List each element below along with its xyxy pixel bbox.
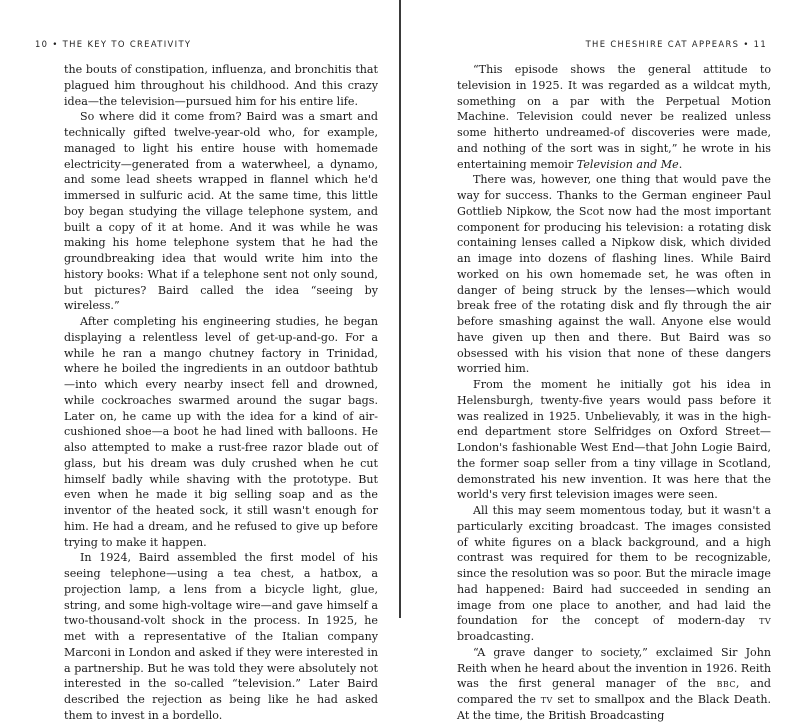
small-caps-abbr: bbc (716, 677, 736, 691)
right-page (401, 0, 800, 722)
left-body-text (64, 62, 378, 724)
left-page (0, 0, 399, 722)
paragraph-text: set to smallpox and the Black Death. At the time, the British Broadcasting (457, 693, 771, 722)
paragraph (457, 62, 771, 172)
book-title: Television and Me (576, 157, 679, 171)
right-body-text (457, 62, 771, 724)
small-caps-abbr: tv (759, 614, 771, 628)
small-caps-abbr: tv (540, 693, 553, 706)
right-running-head: THE CHESHIRE CAT APPEARS • 11 (585, 39, 767, 49)
paragraph: There was, however, one thing that would pave the way for success. Thanks to the German engineer Paul Gottlieb Nipkow, the Scot now had the most important component for producing his television: a rotating disk containing lenses called a Nipkow disk, which divided an image into dozens of flashing lines. While Baird worked on his own homemade set, he was often in danger of being struck by the lenses—which would break free of the rotating disk and fly through the air before smashing against the wall. Anyone else would have given up then and there. But Baird was so obsessed with his vision that none of these dangers worried him. (457, 173, 771, 376)
paragraph-text: All this may seem momentous today, but it wasn't a particularly exciting broadcast. The images consisted of white figures on a black background, and a high contrast was required for them to be recognizable, since the resolution was so poor. But the miracle image had happened: Baird had succeeded in sending an image from one place to another, and had laid the foundation for the concept of modern-day (457, 504, 771, 628)
paragraph: the bouts of constipation, influenza, and bronchitis that plagued him throughout his childhood. And this crazy idea—the television—pursued him for his entire life. (64, 63, 378, 108)
paragraph: So where did it come from? Baird was a smart and technically gifted twelve-year-old who, for example, managed to light his entire house with homemade electricity—generated from a waterwheel, a dynamo, and some lead sheets wrapped in flannel which he'd immersed in sulfuric acid. At the same time, this little boy began studying the village telephone system, and built a copy of it at home. And it was while he was making his home telephone system that he had the groundbreaking idea that would write him into the history books: What if a telephone sent not only sound, but pictures? Baird called the idea “seeing by wireless.” (64, 110, 378, 313)
paragraph: In 1924, Baird assembled the first model of his seeing telephone—using a tea chest, a hatbox, a projection lamp, a lens from a bicycle light, glue, string, and some high-voltage wire—and gave himself a two-thousand-volt shock in the process. In 1925, he met with a representative of the Italian company Marconi in London and asked if they were interested in a partnership. But he was told they were absolutely not interested in the so-called “television.” Later Baird described the rejection as being like he had asked them to invest in a bordello. (64, 551, 378, 722)
paragraph-text: broadcasting. (457, 630, 535, 643)
paragraph-text: . (678, 157, 683, 171)
paragraph (457, 645, 771, 724)
paragraph: After completing his engineering studies, he began displaying a relentless level of get-up-and-go. For a while he ran a mango chutney factory in Trinidad, where he boiled the ingredients in an outdoor bathtub—into which every nearby insect fell and drowned, while cockroaches swarmed around the sugar bags. Later on, he came up with the idea for a kind of air-cushioned shoe—a boot he had lined with balloons. He also attempted to make a rust-free razor blade out of glass, but his dream was duly crushed when he cut himself badly while shaving with the prototype. But even when he made it big selling soap and as the inventor of the heated sock, it still wasn't enough for him. He had a dream, and he refused to give up before trying to make it happen. (64, 315, 378, 549)
left-running-head: 10 • THE KEY TO CREATIVITY (35, 39, 192, 49)
paragraph (457, 503, 771, 645)
paragraph-text: “This episode shows the general attitude to television in 1925. It was regarded as a wildcat myth, something on a par with the Perpetual Motion Machine. Television could never be realized unless some hitherto undreamed-of discoveries were made, and nothing of the sort was in sight,” he wrote in his entertaining memoir (457, 63, 771, 171)
paragraph-text: , and compared the (457, 677, 771, 706)
paragraph-text: “A grave danger to society,” exclaimed Sir John Reith when he heard about the invention in 1926. Reith was the first general manager of the (457, 645, 771, 691)
paragraph: From the moment he initially got his idea in Helensburgh, twenty-five years would pass before it was realized in 1925. Unbelievably, it was in the high-end department store Selfridges on Oxford Street—London's fashionable West End—that John Logie Baird, the former soap seller from a tiny village in Scotland, demonstrated his new invention. It was here that the world's very first television images were seen. (457, 378, 771, 502)
